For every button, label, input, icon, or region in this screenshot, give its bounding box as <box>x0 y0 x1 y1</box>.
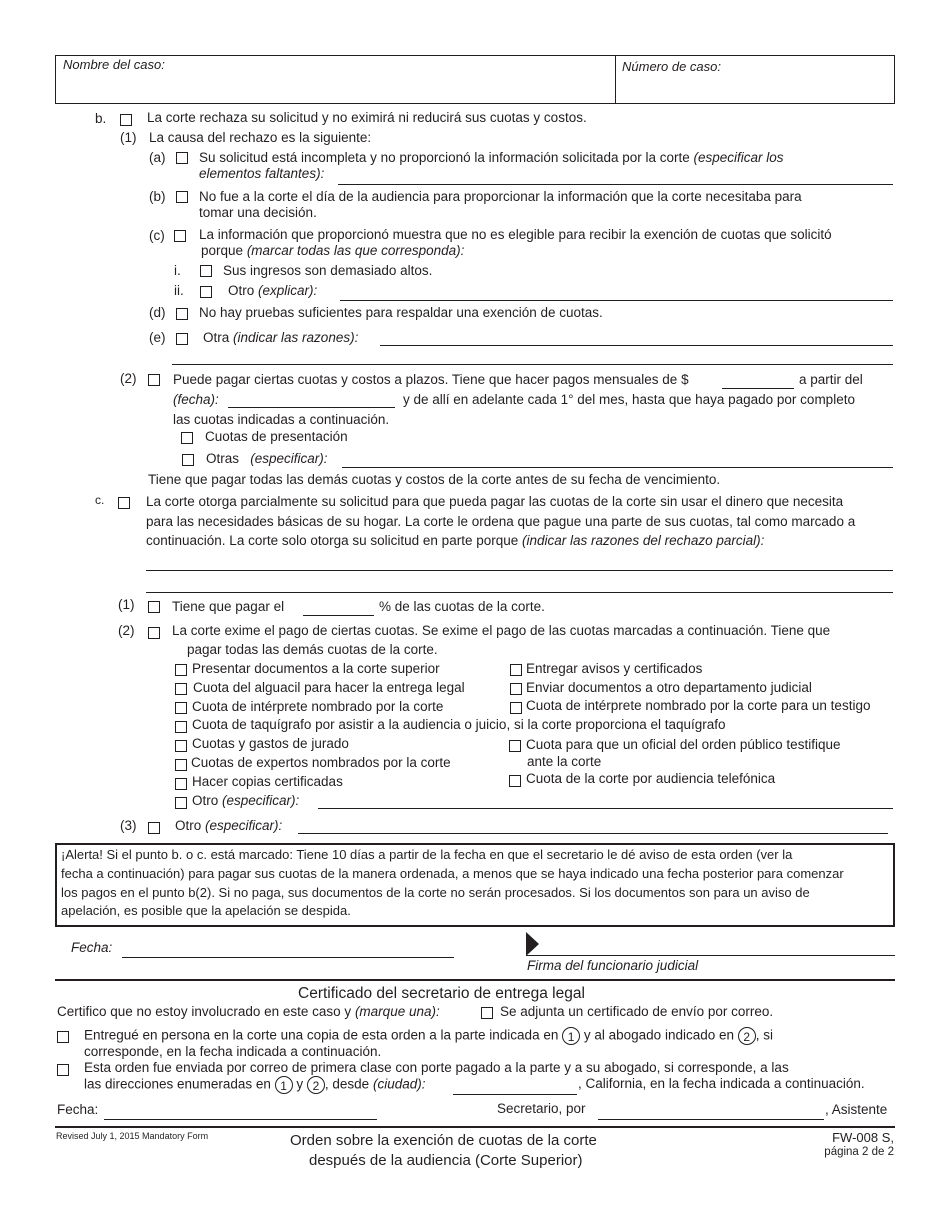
b1a-italic2: elementos faltantes): <box>199 166 325 181</box>
item-b-title: La corte rechaza su solicitud y no eximirá ni reducirá sus cuotas y costos. <box>147 110 587 125</box>
fee-checkbox[interactable] <box>175 721 187 733</box>
otras-checkbox[interactable] <box>182 454 194 466</box>
city-line[interactable] <box>453 1094 577 1095</box>
cuotas-presentacion-checkbox[interactable] <box>181 432 193 444</box>
case-number-label: Número de caso: <box>622 59 721 74</box>
c1-number: (1) <box>118 597 135 612</box>
fee-checkbox[interactable] <box>175 759 187 771</box>
footer-title1: Orden sobre la exención de cuotas de la corte <box>290 1132 597 1149</box>
c-text1: La corte otorga parcialmente su solicitud para que pueda pagar las cuotas de la corte sin usar el dinero que necesita <box>146 494 844 509</box>
attorney-circle-2: 2 <box>307 1076 325 1094</box>
revised-note: Revised July 1, 2015 Mandatory Form <box>56 1131 209 1141</box>
c1-checkbox[interactable] <box>148 601 160 613</box>
b1c-ii-label: ii. <box>174 283 184 298</box>
form-number: FW-008 S, <box>832 1130 894 1145</box>
c2-checkbox[interactable] <box>148 627 160 639</box>
b1c-ii-line[interactable] <box>340 300 893 301</box>
b1a-text: Su solicitud está incompleta y no proporcionó la información solicitada por la corte <box>199 150 690 165</box>
b1c-i-text: Sus ingresos son demasiado altos. <box>223 263 433 278</box>
fee-label: Entregar avisos y certificados <box>526 661 703 676</box>
b2-amount-line[interactable] <box>722 388 794 389</box>
b1c-italic: (marcar todas las que corresponda): <box>246 243 465 258</box>
signature-arrow-icon <box>526 932 539 956</box>
fee-label: Hacer copias certificadas <box>192 774 343 789</box>
cert-line1b: Se adjunta un certificado de envío por correo. <box>500 1004 774 1019</box>
b1c-ii-checkbox[interactable] <box>200 286 212 298</box>
certificate-title: Certificado del secretario de entrega legal <box>298 985 585 1002</box>
c2-text1: La corte exime el pago de ciertas cuotas. Se exime el pago de las cuotas marcadas a continuación. Tiene que <box>172 623 831 638</box>
b1c-ii-italic: (explicar): <box>258 283 318 298</box>
b1b-text1: No fue a la corte el día de la audiencia para proporcionar la información que la corte necesitaba para <box>199 189 802 204</box>
cert-opt2-y: y <box>296 1076 304 1092</box>
fee-label: Cuota de la corte por audiencia telefónica <box>526 771 776 786</box>
fee-label: Cuotas y gastos de jurado <box>192 736 349 751</box>
alert-line4: apelación, es posible que la apelación se despida. <box>61 903 351 918</box>
b1b-text2: tomar una decisión. <box>199 205 317 220</box>
cert-opt1-c: , si <box>755 1027 774 1043</box>
b1d-label: (d) <box>149 305 166 320</box>
c1-percent-line[interactable] <box>303 615 374 616</box>
b1c-i-label: i. <box>174 263 181 278</box>
attorney-circle-2: 2 <box>738 1027 756 1045</box>
c-text2: para las necesidades básicas de su hogar. La corte le ordena que pague una parte de sus cuotas, tal como marcado a <box>146 514 856 529</box>
fee-label: Cuota de intérprete nombrado por la corte <box>192 699 444 714</box>
fee-checkbox[interactable] <box>175 740 187 752</box>
b2-text3: las cuotas indicadas a continuación. <box>173 412 390 427</box>
fee-otro-checkbox[interactable] <box>175 797 187 809</box>
b1d-text: No hay pruebas suficientes para respaldar una exención de cuotas. <box>199 305 603 320</box>
cert-date-line[interactable] <box>104 1119 377 1120</box>
mail-certificate-checkbox[interactable] <box>481 1007 493 1019</box>
b1c-label: (c) <box>149 228 165 243</box>
judge-signature-line[interactable] <box>526 955 895 956</box>
party-circle-1: 1 <box>562 1027 580 1045</box>
b1-text: La causa del rechazo es la siguiente: <box>149 130 372 145</box>
cert-opt1-b: y al abogado indicado en <box>583 1027 734 1043</box>
b2-date-line[interactable] <box>228 407 395 408</box>
fee-checkbox[interactable] <box>509 775 521 787</box>
b1a-missing-line[interactable] <box>338 184 893 185</box>
b1a-italic: (especificar los <box>693 150 784 165</box>
fee-label: Cuota de intérprete nombrado por la corte para un testigo <box>526 698 871 713</box>
b2-text2: y de allí en adelante cada 1° del mes, hasta que haya pagado por completo <box>403 392 855 407</box>
c3-text: Otro <box>175 818 202 833</box>
c-reason-line2[interactable] <box>146 592 893 593</box>
mail-delivery-checkbox[interactable] <box>57 1064 69 1076</box>
otras-label: Otras <box>206 451 240 466</box>
c1-text-a: Tiene que pagar el <box>172 599 285 614</box>
b1-number: (1) <box>120 130 137 145</box>
item-c-letter: c. <box>95 493 105 507</box>
cert-opt2-a: Esta orden fue enviada por correo de primera clase con porte pagado a la parte y a su abogado, si corresponde, a las <box>84 1060 789 1075</box>
b1e-line1[interactable] <box>380 345 893 346</box>
cert-opt2-c: , desde <box>324 1076 370 1092</box>
c3-italic: (especificar): <box>205 818 283 833</box>
b1c-text1: La información que proporcionó muestra que no es elegible para recibir la exención de cuotas que solicitó <box>199 227 832 242</box>
b1c-i-checkbox[interactable] <box>200 265 212 277</box>
fee-checkbox[interactable] <box>175 778 187 790</box>
clerk-line[interactable] <box>598 1119 824 1120</box>
judge-date-line[interactable] <box>122 957 454 958</box>
fee-label: Cuota para que un oficial del orden público testifique <box>526 737 841 752</box>
cert-opt1-d: corresponde, en la fecha indicada a continuación. <box>84 1044 382 1059</box>
fee-otro-italic: (especificar): <box>222 793 300 808</box>
b1d-checkbox[interactable] <box>176 308 188 320</box>
c1-text-b: % de las cuotas de la corte. <box>379 599 545 614</box>
c3-number: (3) <box>120 818 137 833</box>
footer-title2: después de la audiencia (Corte Superior) <box>309 1152 583 1169</box>
alert-line2: fecha a continuación) para pagar sus cuotas de la manera ordenada, a menos que se haya indicado una fecha posterior para comenzar <box>61 866 844 881</box>
b1e-label: (e) <box>149 330 166 345</box>
case-number-field[interactable] <box>622 76 890 100</box>
fee-checkbox[interactable] <box>510 702 522 714</box>
otras-italic: (especificar): <box>250 451 328 466</box>
b1e-checkbox[interactable] <box>176 333 188 345</box>
c2-number: (2) <box>118 623 135 638</box>
cert-opt1-a: Entregué en persona en la corte una copia de esta orden a la parte indicada en <box>84 1027 559 1043</box>
fee-otro-line[interactable] <box>318 808 893 809</box>
cert-secretario-label: Secretario, por <box>497 1101 586 1116</box>
personal-delivery-checkbox[interactable] <box>57 1031 69 1043</box>
cuotas-presentacion-label: Cuotas de presentación <box>205 429 348 444</box>
judge-signature-label: Firma del funcionario judicial <box>527 958 699 973</box>
b2-text1a: Puede pagar ciertas cuotas y costos a plazos. Tiene que hacer pagos mensuales de $ <box>173 372 689 387</box>
fee-checkbox[interactable] <box>175 702 187 714</box>
fee-checkbox[interactable] <box>175 683 187 695</box>
header-divider <box>615 55 617 104</box>
cert-opt2-d: , California, en la fecha indicada a continuación. <box>578 1076 865 1091</box>
cert-line1-italic: (marque una): <box>354 1004 440 1019</box>
cert-asistente-label: , Asistente <box>825 1102 888 1117</box>
b-remaining-text: Tiene que pagar todas las demás cuotas y costos de la corte antes de su fecha de vencimiento. <box>148 472 721 487</box>
fee-checkbox[interactable] <box>175 664 187 676</box>
b2-fecha-label: (fecha): <box>173 392 219 407</box>
otras-line[interactable] <box>342 467 893 468</box>
case-name-field[interactable] <box>63 74 608 98</box>
fee-label: Presentar documentos a la corte superior <box>192 661 440 676</box>
c3-checkbox[interactable] <box>148 822 160 834</box>
party-circle-1: 1 <box>275 1076 293 1094</box>
item-b-letter: b. <box>95 111 107 126</box>
footer-divider <box>55 1126 895 1128</box>
c-text3-italic: (indicar las razones del rechazo parcial): <box>522 533 765 548</box>
fee-label: Cuota de taquígrafo por asistir a la audiencia o juicio, si la corte proporciona el taquígrafo <box>192 717 726 732</box>
judge-fecha-label: Fecha: <box>71 940 113 955</box>
page-number: página 2 de 2 <box>824 1146 894 1158</box>
b1e-italic: (indicar las razones): <box>233 330 359 345</box>
c2-text2: pagar todas las demás cuotas de la corte. <box>187 642 438 657</box>
item-c-checkbox[interactable] <box>118 497 130 509</box>
fee-label-cont: ante la corte <box>527 754 602 769</box>
b1c-ii-text: Otro <box>228 283 255 298</box>
b1e-text: Otra <box>203 330 230 345</box>
fee-checkbox[interactable] <box>510 683 522 695</box>
b1c-text2: porque <box>201 243 244 258</box>
alert-line3: los pagos en el punto b(2). Si no paga, sus documentos de la corte no serán procesados. Si los documentos son para un aviso de <box>61 885 810 900</box>
cert-opt2-b: las direcciones enumeradas en <box>84 1076 271 1092</box>
b2-number: (2) <box>120 371 137 386</box>
fee-label: Cuotas de expertos nombrados por la corte <box>191 755 451 770</box>
b2-text1b: a partir del <box>799 372 863 387</box>
fee-checkbox[interactable] <box>509 740 521 752</box>
alert-line1: ¡Alerta! Si el punto b. o c. está marcado: Tiene 10 días a partir de la fecha en que el secretario le dé aviso de esta orden (ver la <box>61 847 793 862</box>
b1b-checkbox[interactable] <box>176 191 188 203</box>
b2-checkbox[interactable] <box>148 374 160 386</box>
section-divider <box>55 979 895 981</box>
cert-opt2-italic: (ciudad): <box>372 1076 426 1092</box>
cert-fecha-label: Fecha: <box>57 1102 99 1117</box>
b1a-label: (a) <box>149 150 166 165</box>
fee-checkbox[interactable] <box>510 664 522 676</box>
fee-label: Enviar documentos a otro departamento judicial <box>526 680 812 695</box>
fee-label: Cuota del alguacil para hacer la entrega legal <box>193 680 465 695</box>
cert-line1a: Certifico que no estoy involucrado en este caso y <box>57 1004 352 1019</box>
fee-otro-label: Otro <box>192 793 219 808</box>
c-text3: continuación. La corte solo otorga su solicitud en parte porque <box>146 533 519 548</box>
c-reason-line1[interactable] <box>146 570 893 571</box>
item-b-checkbox[interactable] <box>120 114 132 126</box>
b1c-checkbox[interactable] <box>174 230 186 242</box>
b1e-line2[interactable] <box>172 364 893 365</box>
b1a-checkbox[interactable] <box>176 152 188 164</box>
c3-line[interactable] <box>298 833 888 834</box>
b1b-label: (b) <box>149 189 166 204</box>
case-name-label: Nombre del caso: <box>63 57 165 72</box>
